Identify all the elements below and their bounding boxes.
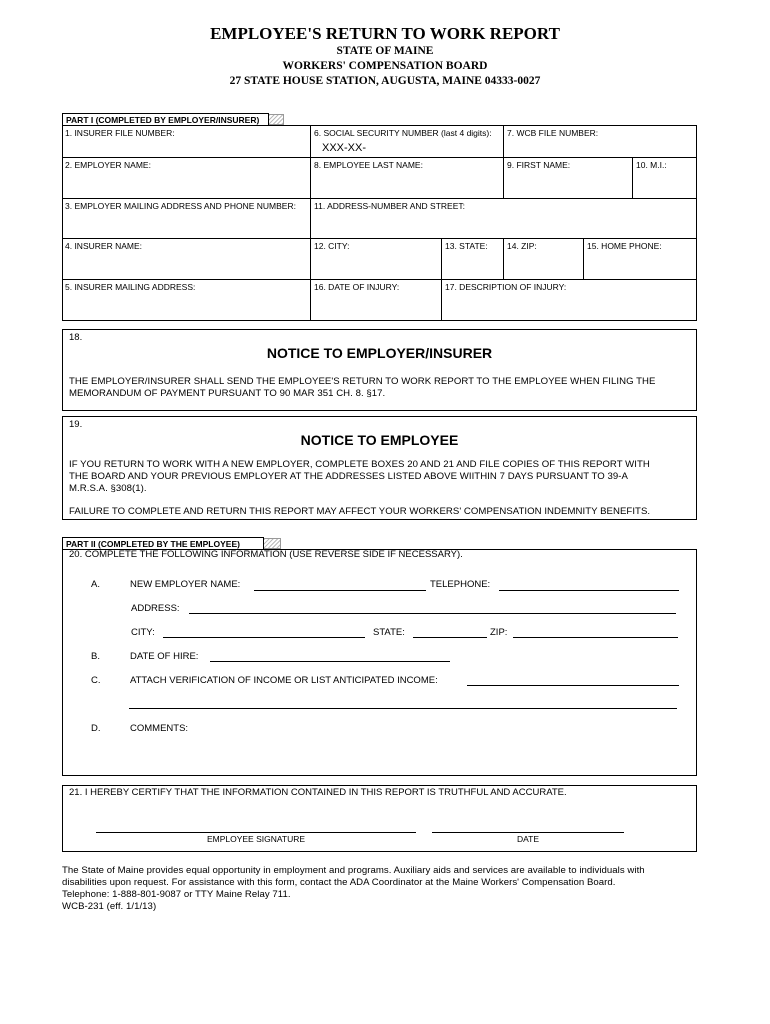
field-11-address-street[interactable]: 11. ADDRESS-NUMBER AND STREET: — [314, 201, 465, 211]
field-14-zip[interactable]: 14. ZIP: — [507, 241, 537, 251]
city-label: CITY: — [131, 627, 155, 638]
field-15-home-phone[interactable]: 15. HOME PHONE: — [587, 241, 662, 251]
notice-employee-text-line2: THE BOARD AND YOUR PREVIOUS EMPLOYER AT THE ADDRESSES LISTED ABOVE WIITHIN 7 DAYS PURSUANT TO 39-A — [69, 471, 628, 482]
part1-tab-shade — [268, 114, 284, 125]
new-employer-name-line[interactable] — [254, 590, 426, 591]
item-d-letter: D. — [91, 723, 101, 734]
comments-label: COMMENTS: — [130, 723, 189, 734]
field-17-description-of-injury[interactable]: 17. DESCRIPTION OF INJURY: — [445, 282, 567, 292]
employee-signature-line[interactable] — [96, 832, 416, 833]
notice-employer-text-line1: THE EMPLOYER/INSURER SHALL SEND THE EMPLOYEE'S RETURN TO WORK REPORT TO THE EMPLOYEE WHEN FILING THE — [69, 376, 656, 387]
ssn-prefix-value: XXX-XX- — [322, 142, 367, 154]
notice-employee-text-line3: M.R.S.A. §308(1). — [69, 483, 147, 494]
field-9-first-name[interactable]: 9. FIRST NAME: — [507, 160, 571, 170]
footer-line3: Telephone: 1-888-801-9087 or TTY Maine Relay 711. — [62, 889, 291, 900]
state-label: STATE: — [373, 627, 405, 638]
field-4-insurer-name[interactable]: 4. INSURER NAME: — [65, 241, 142, 251]
field-10-mi[interactable]: 10. M.I.: — [636, 160, 667, 170]
field-3-employer-mailing-address[interactable]: 3. EMPLOYER MAILING ADDRESS AND PHONE NUMBER: — [65, 201, 296, 211]
header-state: STATE OF MAINE — [336, 45, 434, 57]
field-5-insurer-mailing-address[interactable]: 5. INSURER MAILING ADDRESS: — [65, 282, 196, 292]
notice-employee-text-line1: IF YOU RETURN TO WORK WITH A NEW EMPLOYER, COMPLETE BOXES 20 AND 21 AND FILE COPIES OF THIS REPORT WITH — [69, 459, 650, 470]
telephone-line[interactable] — [499, 590, 679, 591]
attach-income-label: ATTACH VERIFICATION OF INCOME OR LIST ANTICIPATED INCOME: — [130, 675, 438, 686]
employee-signature-label: EMPLOYEE SIGNATURE — [206, 834, 306, 844]
item-a-letter: A. — [91, 579, 100, 590]
date-of-hire-label: DATE OF HIRE: — [130, 651, 199, 662]
date-line[interactable] — [432, 832, 624, 833]
date-of-hire-line[interactable] — [210, 661, 450, 662]
address-line[interactable] — [189, 613, 676, 614]
address-label: ADDRESS: — [131, 603, 180, 614]
certify-statement: 21. I HEREBY CERTIFY THAT THE INFORMATION CONTAINED IN THIS REPORT IS TRUTHFUL AND ACCURATE. — [69, 787, 567, 798]
field-1-insurer-file-number[interactable]: 1. INSURER FILE NUMBER: — [65, 128, 175, 138]
part2-instructions: 20. COMPLETE THE FOLLOWING INFORMATION (USE REVERSE SIDE IF NECESSARY). — [69, 549, 463, 560]
income-line-2[interactable] — [129, 708, 677, 709]
footer-line1: The State of Maine provides equal opportunity in employment and programs. Auxiliary aids and services are available to individuals with — [62, 865, 645, 876]
field-2-employer-name[interactable]: 2. EMPLOYER NAME: — [65, 160, 151, 170]
item-c-letter: C. — [91, 675, 101, 686]
notice-employee-heading: NOTICE TO EMPLOYEE — [300, 432, 459, 448]
date-label: DATE — [516, 834, 540, 844]
field-13-state[interactable]: 13. STATE: — [445, 241, 488, 251]
telephone-label: TELEPHONE: — [430, 579, 491, 590]
notice-19-number: 19. — [69, 419, 83, 430]
header-board: WORKERS' COMPENSATION BOARD — [282, 60, 488, 72]
header-address: 27 STATE HOUSE STATION, AUGUSTA, MAINE 04333-0027 — [229, 75, 541, 87]
footer-line2: disabilities upon request. For assistance with this form, contact the ADA Coordinator at the Maine Workers' Compensation Board. — [62, 877, 616, 888]
notice-employer-heading: NOTICE TO EMPLOYER/INSURER — [266, 345, 493, 361]
form-title: EMPLOYEE'S RETURN TO WORK REPORT — [210, 24, 560, 43]
field-16-date-of-injury[interactable]: 16. DATE OF INJURY: — [314, 282, 400, 292]
zip-line[interactable] — [513, 637, 678, 638]
new-employer-label: NEW EMPLOYER NAME: — [130, 579, 241, 590]
part1-tab: PART I (COMPLETED BY EMPLOYER/INSURER) — [62, 113, 269, 126]
field-8-employee-last-name[interactable]: 8. EMPLOYEE LAST NAME: — [314, 160, 423, 170]
zip-label: ZIP: — [490, 627, 508, 638]
form-number: WCB-231 (eff. 1/1/13) — [62, 901, 157, 912]
city-line[interactable] — [163, 637, 365, 638]
part2-tab-shade — [263, 538, 281, 549]
notice-18-number: 18. — [69, 332, 83, 343]
income-line-1[interactable] — [467, 685, 679, 686]
field-6-ssn[interactable]: 6. SOCIAL SECURITY NUMBER (last 4 digits): — [314, 128, 492, 138]
notice-employee-warning: FAILURE TO COMPLETE AND RETURN THIS REPORT MAY AFFECT YOUR WORKERS' COMPENSATION INDEMNITY BENEFITS. — [69, 506, 651, 517]
field-12-city[interactable]: 12. CITY: — [314, 241, 350, 251]
notice-employer-text-line2: MEMORANDUM OF PAYMENT PURSUANT TO 90 MAR 351 CH. 8. §17. — [69, 388, 386, 399]
item-b-letter: B. — [91, 651, 100, 662]
part2-tab: PART II (COMPLETED BY THE EMPLOYEE) — [62, 537, 264, 550]
field-7-wcb-file-number[interactable]: 7. WCB FILE NUMBER: — [507, 128, 599, 138]
state-line[interactable] — [413, 637, 487, 638]
